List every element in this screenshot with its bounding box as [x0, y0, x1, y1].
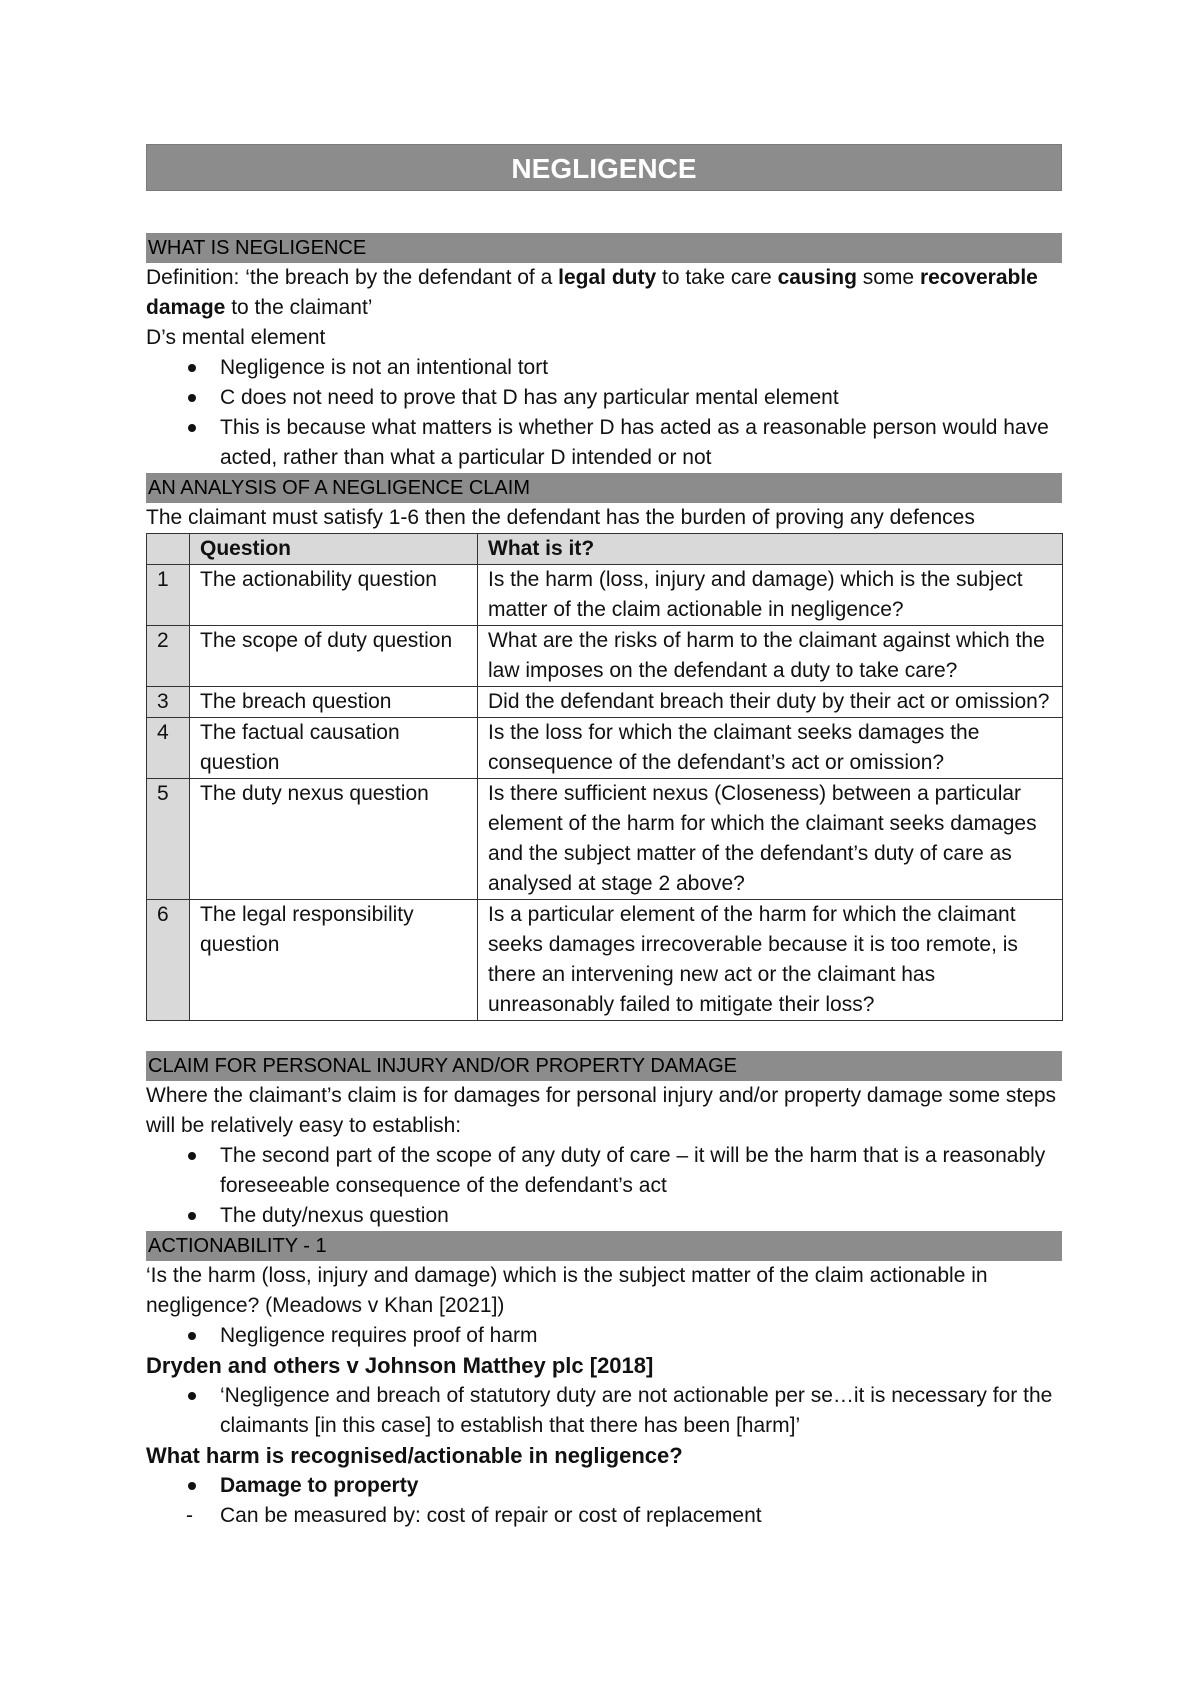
personal-injury-intro: Where the claimant’s claim is for damages for personal injury and/or property damage some steps will be relatively easy to establish:: [146, 1084, 1057, 1137]
row-question: The actionability question: [190, 565, 478, 626]
table-header-what: What is it?: [478, 534, 1063, 565]
list-item: This is because what matters is whether D has acted as a reasonable person would have acted, rather than what a particular D intended or not: [220, 413, 1062, 473]
definition-text: Definition: ‘the breach by the defendant of a: [146, 266, 559, 289]
row-question: The duty nexus question: [190, 779, 478, 900]
harm-detail-list: [146, 1501, 1062, 1531]
case-quote-list: [146, 1381, 1062, 1441]
table-row: [147, 718, 1063, 779]
case-heading: Dryden and others v Johnson Matthey plc [2018]: [146, 1353, 654, 1378]
mental-element-label: D’s mental element: [146, 326, 326, 349]
definition-bold-legal-duty: legal duty: [558, 266, 657, 289]
list-item: ‘Negligence and breach of statutory duty are not actionable per se…it is necessary for the claimants [in this case] to establish that there has been [harm]’: [220, 1381, 1062, 1441]
row-question: The scope of duty question: [190, 626, 478, 687]
table-row: [147, 900, 1063, 1021]
row-what: Did the defendant breach their duty by their act or omission?: [478, 687, 1063, 718]
harm-type-list: [146, 1471, 1062, 1501]
section-heading-actionability: ACTIONABILITY - 1: [146, 1231, 1062, 1261]
table-row: [147, 565, 1063, 626]
table-header-row: [147, 534, 1063, 565]
document-content: [146, 144, 1062, 1531]
list-item: Negligence requires proof of harm: [220, 1321, 1062, 1351]
definition-paragraph: [146, 263, 1062, 323]
list-item: The duty/nexus question: [220, 1201, 1062, 1231]
table-row: [147, 687, 1063, 718]
mental-element-list: [146, 353, 1062, 473]
analysis-table: [146, 533, 1063, 1021]
actionability-intro: ‘Is the harm (loss, injury and damage) which is the subject matter of the claim actionable in negligence? (Meadows v Khan [2021]): [146, 1264, 988, 1317]
row-number: 5: [147, 779, 190, 900]
spacer: [146, 1021, 1062, 1051]
table-header-num: [147, 534, 190, 565]
actionability-list: [146, 1321, 1062, 1351]
table-row: [147, 626, 1063, 687]
row-number: 4: [147, 718, 190, 779]
table-header-question: Question: [190, 534, 478, 565]
row-number: 3: [147, 687, 190, 718]
row-number: 1: [147, 565, 190, 626]
row-question: The legal responsibility question: [190, 900, 478, 1021]
definition-text: some: [856, 266, 920, 289]
definition-text: to the claimant’: [225, 296, 373, 319]
row-number: 2: [147, 626, 190, 687]
row-what: Is the loss for which the claimant seeks damages the consequence of the defendant’s act or omission?: [478, 718, 1063, 779]
row-question: The breach question: [190, 687, 478, 718]
section-heading-analysis: AN ANALYSIS OF A NEGLIGENCE CLAIM: [146, 473, 1062, 503]
row-what: What are the risks of harm to the claimant against which the law imposes on the defendant a duty to take care?: [478, 626, 1063, 687]
section-heading-what-is-negligence: WHAT IS NEGLIGENCE: [146, 233, 1062, 263]
table-row: [147, 779, 1063, 900]
personal-injury-list: [146, 1141, 1062, 1231]
list-item: The second part of the scope of any duty of care – it will be the harm that is a reasonably foreseeable consequence of the defendant’s act: [220, 1141, 1062, 1201]
section-heading-personal-injury: CLAIM FOR PERSONAL INJURY AND/OR PROPERTY DAMAGE: [146, 1051, 1062, 1081]
row-question: The factual causation question: [190, 718, 478, 779]
definition-bold-causing: causing: [777, 266, 857, 289]
row-what: Is the harm (loss, injury and damage) which is the subject matter of the claim actionable in negligence?: [478, 565, 1063, 626]
page-title: NEGLIGENCE: [146, 144, 1062, 191]
row-what: Is there sufficient nexus (Closeness) between a particular element of the harm for which the claimant seeks damages and the subject matter of the defendant’s duty of care as analysed at stage 2 above?: [478, 779, 1063, 900]
list-item: [220, 1471, 1062, 1501]
row-what: Is a particular element of the harm for which the claimant seeks damages irrecoverable because it is too remote, is there an intervening new act or the claimant has unreasonably failed to mitigate their loss?: [478, 900, 1063, 1021]
harm-question-heading: What harm is recognised/actionable in negligence?: [146, 1443, 683, 1468]
list-item: C does not need to prove that D has any particular mental element: [220, 383, 1062, 413]
definition-bold-recoverable-damage: recoverable damage: [146, 266, 1038, 319]
list-item: - Can be measured by: cost of repair or cost of replacement: [220, 1501, 1062, 1531]
definition-text: to take care: [656, 266, 778, 289]
harm-type-label: Damage to property: [220, 1474, 419, 1497]
row-number: 6: [147, 900, 190, 1021]
list-item: Negligence is not an intentional tort: [220, 353, 1062, 383]
analysis-intro: The claimant must satisfy 1-6 then the defendant has the burden of proving any defences: [146, 506, 975, 529]
